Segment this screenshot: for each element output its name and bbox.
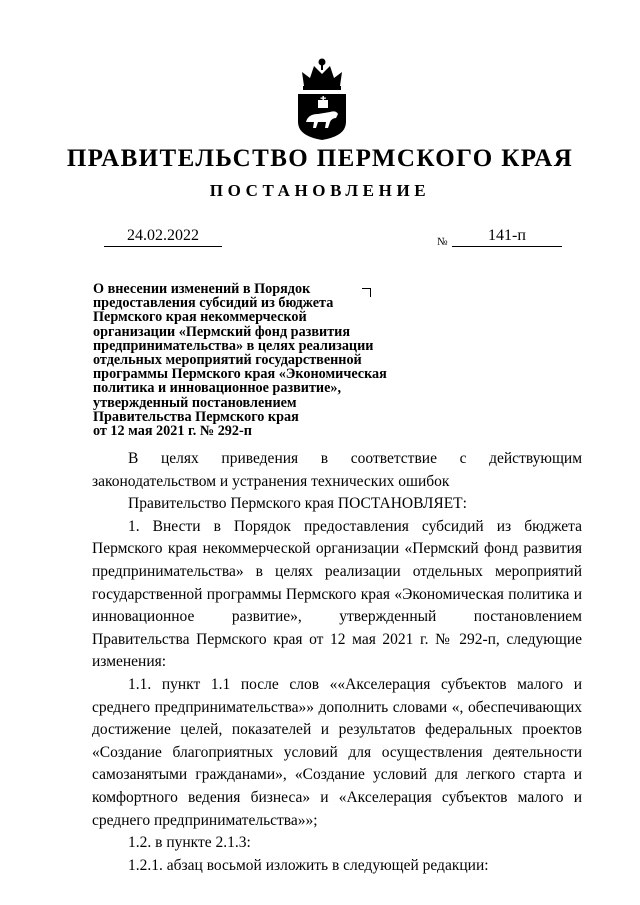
body-paragraph: 1.2. в пункте 2.1.3: [128, 834, 251, 852]
number-label: № [437, 236, 448, 248]
document-date: 24.02.2022 [104, 228, 222, 247]
title-line: предоставления субсидий из бюджета [93, 295, 334, 312]
title-line: О внесении изменений в Порядок [93, 281, 311, 297]
body-paragraph: 1. Внести в Порядок предоставления субсидий из бюджета Пермского края некоммерческой организации «Пермский фонд развития предпринимательства» в целях реализации отдельных мероприятий государственной программы Пермского края «Экономическая политика и инновационное развитие», утвержденный постановлением Правительства Пермского края от 12 мая 2021 г. № 292-п, следующие изменения: [92, 517, 582, 671]
title-line: Пермского края некоммерческой [93, 309, 307, 326]
body-paragraph: В целях приведения в соответствие с действующим законодательством и устранения технических ошибок [92, 450, 582, 490]
title-line: организации «Пермский фонд развития [93, 323, 351, 340]
document-body [92, 448, 582, 877]
title-line: программы Пермского края «Экономическая [93, 366, 387, 383]
title-line: утвержденный постановлением [93, 394, 297, 411]
title-line: от 12 мая 2021 г. № 292-п [93, 423, 252, 440]
organization-title: ПРАВИТЕЛЬСТВО ПЕРМСКОГО КРАЯ [66, 145, 574, 172]
title-line: политика и инновационное развитие», [93, 380, 342, 397]
coat-of-arms-icon [292, 56, 352, 142]
body-paragraph: 1.2.1. абзац восьмой изложить в следующей редакции: [128, 856, 489, 874]
body-paragraph: 1.1. пункт 1.1 после слов ««Акселерация субъектов малого и среднего предпринимательства»» дополнить словами «, обеспечивающих достижение целей, показателей и результатов федеральных проектов «Создание благоприятных условий для осуществления деятельности самозанятыми гражданами», «Создание условий для легкого старта и комфортного ведения бизнеса» и «Акселерация субъектов малого и среднего предпринимательства»»; [92, 675, 582, 829]
title-line: отдельных мероприятий государственной [93, 352, 362, 369]
document-title [93, 282, 433, 438]
document-type-title: ПОСТАНОВЛЕНИЕ [209, 181, 431, 200]
title-line: предпринимательства» в целях реализации [93, 337, 374, 354]
document-number: 141-п [452, 228, 562, 247]
body-paragraph: Правительство Пермского края ПОСТАНОВЛЯЕТ: [128, 495, 467, 513]
title-line: Правительства Пермского края [93, 408, 299, 425]
